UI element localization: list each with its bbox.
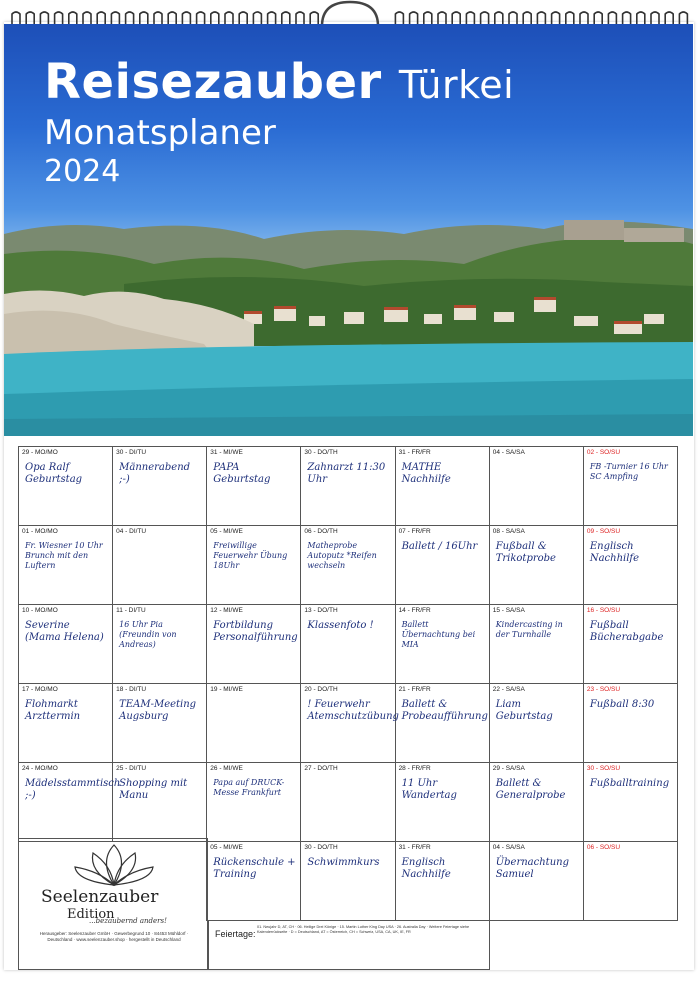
- day-note: 16 Uhr Pia (Freundin von Andreas): [119, 620, 177, 649]
- day-header: 25 - DI/TU: [116, 765, 147, 772]
- day-header: 01 - MO/MO: [22, 528, 58, 535]
- day-header: 07 - FR/FR: [398, 528, 431, 535]
- cover-photo: [4, 24, 693, 436]
- day-header: 30 - DI/TU: [116, 449, 147, 456]
- day-cell[interactable]: [489, 605, 583, 684]
- day-header: 04 - SA/SA: [492, 449, 525, 456]
- title-subtitle: Monatsplaner: [44, 113, 276, 153]
- day-note: Opa Ralf Geburtstag: [25, 462, 83, 485]
- day-note: [490, 456, 583, 462]
- day-header: 30 - DO/TH: [304, 449, 338, 456]
- day-cell[interactable]: [19, 763, 121, 842]
- day-note: [301, 772, 394, 778]
- day-cell[interactable]: [395, 605, 489, 684]
- day-cell[interactable]: [19, 447, 113, 526]
- day-header: 13 - DO/TH: [304, 607, 338, 614]
- day-header: 26 - MI/WE: [210, 765, 243, 772]
- publisher-address: Herausgeber: Seelenzauber GmbH · Gewerbegrund 10 · 84453 Mühldorf · Deutschland · www.seelenzauber.shop · hergestellt in Deutschland: [39, 931, 189, 942]
- publisher-edition: Edition: [67, 907, 115, 922]
- title-block: [44, 54, 514, 191]
- day-header: 18 - DI/TU: [116, 686, 147, 693]
- day-cell[interactable]: [489, 763, 583, 842]
- day-header: 30 - DO/TH: [304, 844, 338, 851]
- day-note: Severine (Mama Helena): [25, 620, 104, 643]
- publisher-name: Seelenzauber: [41, 887, 159, 907]
- day-note: Schwimmkurs: [307, 857, 380, 868]
- day-cell[interactable]: [395, 447, 489, 526]
- day-cell[interactable]: [207, 605, 301, 684]
- day-header: 23 - SO/SU: [586, 686, 621, 693]
- day-note: Fußball Bücherabgabe: [589, 620, 664, 643]
- day-header: 11 - DI/TU: [116, 607, 146, 614]
- day-header: 30 - SO/SU: [586, 765, 621, 772]
- day-note: Fortbildung Personalführung: [213, 620, 298, 643]
- day-cell[interactable]: [19, 605, 113, 684]
- day-header: 29 - SA/SA: [492, 765, 525, 772]
- day-note: Papa auf DRUCK-Messe Frankfurt: [213, 778, 285, 797]
- day-header: 19 - MI/WE: [210, 686, 243, 693]
- day-header: 28 - FR/FR: [398, 765, 431, 772]
- day-cell[interactable]: [489, 526, 583, 605]
- holidays-label: Feiertage:: [215, 929, 256, 939]
- holidays-text: 01. Neujahr D, AT, CH · 06. Heilige Drei Könige · 15. Martin Luther King Day USA · 26. Australia Day · Weitere Feiertage siehe Kalenderrückseite · D = Deutschland, AT = Österreich, CH = Schweiz, USA, CA, UK, IE, FR: [257, 925, 470, 935]
- day-cell[interactable]: [207, 763, 301, 842]
- day-note: Fußball & Trikotprobe: [495, 541, 556, 564]
- day-note: [113, 535, 206, 541]
- day-cell[interactable]: [301, 526, 395, 605]
- day-cell[interactable]: [301, 763, 395, 842]
- day-note: Ballett & Generalprobe: [495, 778, 566, 801]
- day-header: 31 - MI/WE: [210, 449, 243, 456]
- day-cell[interactable]: [113, 526, 207, 605]
- day-note: 11 Uhr Wandertag: [401, 778, 457, 801]
- day-header: 04 - SA/SA: [492, 844, 525, 851]
- day-note: Fr. Wiesner 10 Uhr Brunch mit den Luftern: [25, 541, 103, 570]
- day-header: 06 - SO/SU: [586, 844, 621, 851]
- day-header: 17 - MO/MO: [22, 686, 58, 693]
- day-note: Übernachtung Samuel: [495, 857, 569, 880]
- week-row: [19, 763, 678, 842]
- day-header: 04 - DI/TU: [116, 528, 147, 535]
- day-header: 21 - FR/FR: [398, 686, 431, 693]
- title-country: Türkei: [398, 63, 515, 107]
- day-header: 27 - DO/TH: [304, 765, 338, 772]
- day-note: Flohmarkt Arzttermin: [25, 699, 81, 722]
- week-row: [19, 447, 678, 526]
- day-header: 05 - MI/WE: [210, 528, 243, 535]
- day-cell[interactable]: [395, 763, 489, 842]
- day-header: 15 - SA/SA: [492, 607, 525, 614]
- day-cell[interactable]: [583, 526, 677, 605]
- day-header: 10 - MO/MO: [22, 607, 58, 614]
- day-cell[interactable]: [301, 605, 395, 684]
- day-header: 08 - SA/SA: [492, 528, 525, 535]
- day-header: 02 - SO/SU: [586, 449, 621, 456]
- day-header: 24 - MO/MO: [22, 765, 58, 772]
- day-cell[interactable]: [113, 763, 207, 842]
- day-header: 12 - MI/WE: [210, 607, 243, 614]
- day-header: 14 - FR/FR: [398, 607, 431, 614]
- day-cell[interactable]: [113, 684, 207, 763]
- day-cell[interactable]: [19, 526, 113, 605]
- title-year: 2024: [44, 154, 121, 189]
- day-cell[interactable]: [113, 605, 207, 684]
- hanger-hook: [322, 2, 378, 26]
- day-note: Rückenschule + Training: [213, 857, 296, 880]
- day-header: 22 - SA/SA: [492, 686, 525, 693]
- day-cell[interactable]: [583, 447, 677, 526]
- day-cell[interactable]: [489, 684, 583, 763]
- day-cell[interactable]: [113, 447, 207, 526]
- day-note: PAPA Geburtstag: [213, 462, 271, 485]
- day-note: ! Feuerwehr Atemschutzübung: [307, 699, 399, 722]
- calendar-footer: [18, 838, 678, 970]
- day-note: Männerabend ;-): [119, 462, 191, 485]
- day-note: Englisch Nachhilfe: [401, 857, 451, 880]
- day-note: [207, 693, 300, 699]
- day-cell[interactable]: [489, 447, 583, 526]
- day-cell[interactable]: [19, 684, 113, 763]
- day-header: 05 - MI/WE: [210, 844, 243, 851]
- holidays-box: [208, 920, 490, 970]
- day-header: 16 - SO/SU: [586, 607, 621, 614]
- day-note: TEAM-Meeting Augsburg: [119, 699, 197, 722]
- day-note: Mädelsstammtisch ;-): [25, 778, 121, 801]
- publisher-slogan: ...bezaubernd anders!: [89, 917, 167, 925]
- day-header: 31 - FR/FR: [398, 449, 431, 456]
- day-header: 29 - MO/MO: [22, 449, 58, 456]
- day-note: Englisch Nachhilfe: [589, 541, 640, 564]
- day-note: Ballett Übernachtung bei MIA: [401, 620, 476, 649]
- day-note: Shopping mit Manu: [119, 778, 188, 801]
- day-header: 20 - DO/TH: [304, 686, 338, 693]
- day-note: Fußball 8:30: [589, 699, 655, 710]
- day-cell[interactable]: [583, 684, 677, 763]
- publisher-logo: [18, 838, 208, 970]
- day-cell[interactable]: [207, 684, 301, 763]
- day-note: Liam Geburtstag: [495, 699, 553, 722]
- day-cell[interactable]: [395, 684, 489, 763]
- lotus-icon: [19, 841, 209, 891]
- day-header: 31 - FR/FR: [398, 844, 431, 851]
- day-cell[interactable]: [395, 526, 489, 605]
- day-header: 06 - DO/TH: [304, 528, 338, 535]
- day-note: Freiwillige Feuerwehr Übung 18Uhr: [213, 541, 288, 570]
- day-cell[interactable]: [583, 605, 677, 684]
- week-row: [19, 684, 678, 763]
- day-note: FB -Turnier 16 Uhr SC Ampfing: [589, 462, 668, 481]
- day-note: Klassenfoto !: [307, 620, 374, 631]
- day-cell[interactable]: [301, 447, 395, 526]
- day-cell[interactable]: [301, 684, 399, 763]
- week-row: [19, 605, 678, 684]
- day-note: MATHE Nachhilfe: [401, 462, 451, 485]
- day-note: Ballett / 16Uhr: [401, 541, 478, 552]
- day-note: Matheprobe Autoputz *Reifen wechseln: [307, 541, 377, 570]
- week-row: [19, 526, 678, 605]
- day-note: Kindercasting in der Turnhalle: [495, 620, 563, 639]
- day-cell[interactable]: [207, 526, 301, 605]
- title-main: Reisezauber Türkei: [44, 54, 515, 110]
- day-cell[interactable]: [583, 763, 677, 842]
- day-note: Ballett & Probeaufführung: [401, 699, 488, 722]
- day-note: Fußballtraining: [589, 778, 670, 789]
- day-header: 09 - SO/SU: [586, 528, 621, 535]
- day-cell[interactable]: [207, 447, 301, 526]
- day-note: Zahnarzt 11:30 Uhr: [307, 462, 386, 485]
